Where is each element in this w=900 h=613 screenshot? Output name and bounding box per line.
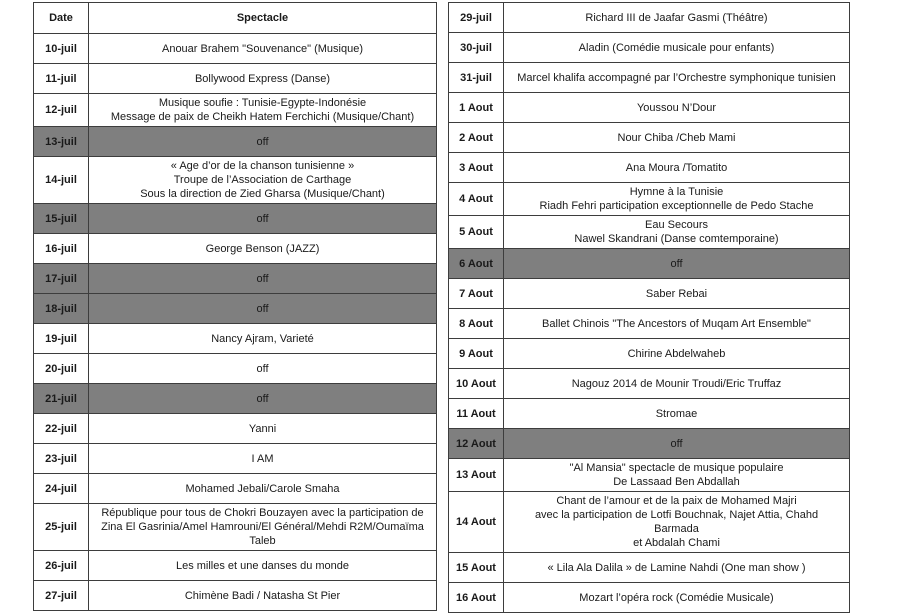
table-row [34,474,437,504]
spectacle-cell: off [89,294,437,324]
spectacle-cell: off [89,204,437,234]
spectacle-cell: « Lila Ala Dalila » de Lamine Nahdi (One man show ) [504,553,850,583]
date-cell: 16 Aout [449,583,504,613]
spectacle-cell: "Al Mansia" spectacle de musique populaire De Lassaad Ben Abdallah [504,459,850,492]
table-row-off [34,294,437,324]
spectacle-cell: Hymne à la Tunisie Riadh Fehri participation exceptionnelle de Pedo Stache [504,183,850,216]
spectacle-cell: République pour tous de Chokri Bouzayen avec la participation de Zina El Gasrinia/Amel Hamrouni/El Général/Mehdi R2M/Oumaïma Taleb [89,504,437,551]
date-cell: 23-juil [34,444,89,474]
table-row [449,183,850,216]
table-row [449,492,850,553]
spectacle-cell: « Age d’or de la chanson tunisienne » Troupe de l’Association de Carthage Sous la direction de Zied Gharsa (Musique/Chant) [89,157,437,204]
date-cell: 6 Aout [449,249,504,279]
date-cell: 31-juil [449,63,504,93]
spectacle-cell: Richard III de Jaafar Gasmi (Théâtre) [504,3,850,33]
date-cell: 21-juil [34,384,89,414]
spectacle-cell: George Benson (JAZZ) [89,234,437,264]
table-row-off [34,204,437,234]
table-row-off [34,384,437,414]
table-row [449,369,850,399]
table-row-off [449,249,850,279]
date-cell: 10 Aout [449,369,504,399]
date-cell: 12 Aout [449,429,504,459]
spectacle-cell: Ballet Chinois "The Ancestors of Muqam Art Ensemble" [504,309,850,339]
spectacle-cell: Nour Chiba /Cheb Mami [504,123,850,153]
table-row [449,153,850,183]
table-row [34,551,437,581]
date-cell: 30-juil [449,33,504,63]
spectacle-cell: I AM [89,444,437,474]
date-cell: 25-juil [34,504,89,551]
date-cell: 20-juil [34,354,89,384]
date-cell: 27-juil [34,581,89,611]
table-row [449,63,850,93]
spectacle-cell: Ana Moura /Tomatito [504,153,850,183]
spectacle-cell: Saber Rebai [504,279,850,309]
spectacle-cell: Chant de l’amour et de la paix de Mohamed Majri avec la participation de Lotfi Bouchnak, Najet Attia, Chahd Barmada et Abdalah Chami [504,492,850,553]
table-row [449,339,850,369]
spectacle-cell: off [89,354,437,384]
table-row [449,33,850,63]
spectacle-cell: off [89,264,437,294]
date-cell: 16-juil [34,234,89,264]
table-row-off [34,264,437,294]
date-cell: 3 Aout [449,153,504,183]
spectacle-cell: Aladin (Comédie musicale pour enfants) [504,33,850,63]
table-row [34,64,437,94]
table-row [34,414,437,444]
date-cell: 9 Aout [449,339,504,369]
date-cell: 14-juil [34,157,89,204]
spectacle-cell: off [504,249,850,279]
date-cell: 2 Aout [449,123,504,153]
spectacle-cell: Chirine Abdelwaheb [504,339,850,369]
date-cell: 11 Aout [449,399,504,429]
table-row [449,399,850,429]
table-row [34,34,437,64]
table-row-off [34,127,437,157]
header-row [34,3,437,34]
spectacle-cell: off [89,127,437,157]
date-cell: 4 Aout [449,183,504,216]
date-cell: 24-juil [34,474,89,504]
table-row [34,234,437,264]
date-cell: 18-juil [34,294,89,324]
date-cell: 17-juil [34,264,89,294]
table-row [449,93,850,123]
table-row [34,94,437,127]
date-cell: 29-juil [449,3,504,33]
date-cell: 26-juil [34,551,89,581]
spectacle-cell: Marcel khalifa accompagné par l’Orchestre symphonique tunisien [504,63,850,93]
spectacle-cell: Bollywood Express (Danse) [89,64,437,94]
spectacle-cell: Mozart l’opéra rock (Comédie Musicale) [504,583,850,613]
spectacle-cell: Youssou N’Dour [504,93,850,123]
spectacle-cell: Chimène Badi / Natasha St Pier [89,581,437,611]
table-row-off [449,429,850,459]
table-row [449,279,850,309]
date-cell: 10-juil [34,34,89,64]
spectacle-cell: Yanni [89,414,437,444]
spectacle-cell: Mohamed Jebali/Carole Smaha [89,474,437,504]
table-row [449,309,850,339]
date-cell: 5 Aout [449,216,504,249]
header-spectacle: Spectacle [89,3,437,34]
date-cell: 8 Aout [449,309,504,339]
table-row [34,444,437,474]
table-row [34,157,437,204]
table-row [449,3,850,33]
date-cell: 12-juil [34,94,89,127]
date-cell: 1 Aout [449,93,504,123]
table-row [449,553,850,583]
left-schedule-table [33,2,437,611]
spectacle-cell: Nancy Ajram, Varieté [89,324,437,354]
right-schedule-table [448,2,850,613]
header-date: Date [34,3,89,34]
date-cell: 14 Aout [449,492,504,553]
spectacle-cell: Les milles et une danses du monde [89,551,437,581]
date-cell: 13-juil [34,127,89,157]
table-row [34,504,437,551]
spectacle-cell: Eau Secours Nawel Skandrani (Danse comtemporaine) [504,216,850,249]
spectacle-cell: Musique soufie : Tunisie-Egypte-Indonésie Message de paix de Cheikh Hatem Ferchichi (Musique/Chant) [89,94,437,127]
spectacle-cell: Anouar Brahem "Souvenance" (Musique) [89,34,437,64]
date-cell: 19-juil [34,324,89,354]
spectacle-cell: Nagouz 2014 de Mounir Troudi/Eric Truffaz [504,369,850,399]
date-cell: 7 Aout [449,279,504,309]
table-row [34,581,437,611]
date-cell: 11-juil [34,64,89,94]
date-cell: 15 Aout [449,553,504,583]
table-row [34,354,437,384]
table-row [449,123,850,153]
spectacle-cell: Stromae [504,399,850,429]
spectacle-cell: off [89,384,437,414]
date-cell: 15-juil [34,204,89,234]
spectacle-cell: off [504,429,850,459]
table-row [449,216,850,249]
table-row [34,324,437,354]
table-row [449,459,850,492]
table-row [449,583,850,613]
date-cell: 22-juil [34,414,89,444]
date-cell: 13 Aout [449,459,504,492]
